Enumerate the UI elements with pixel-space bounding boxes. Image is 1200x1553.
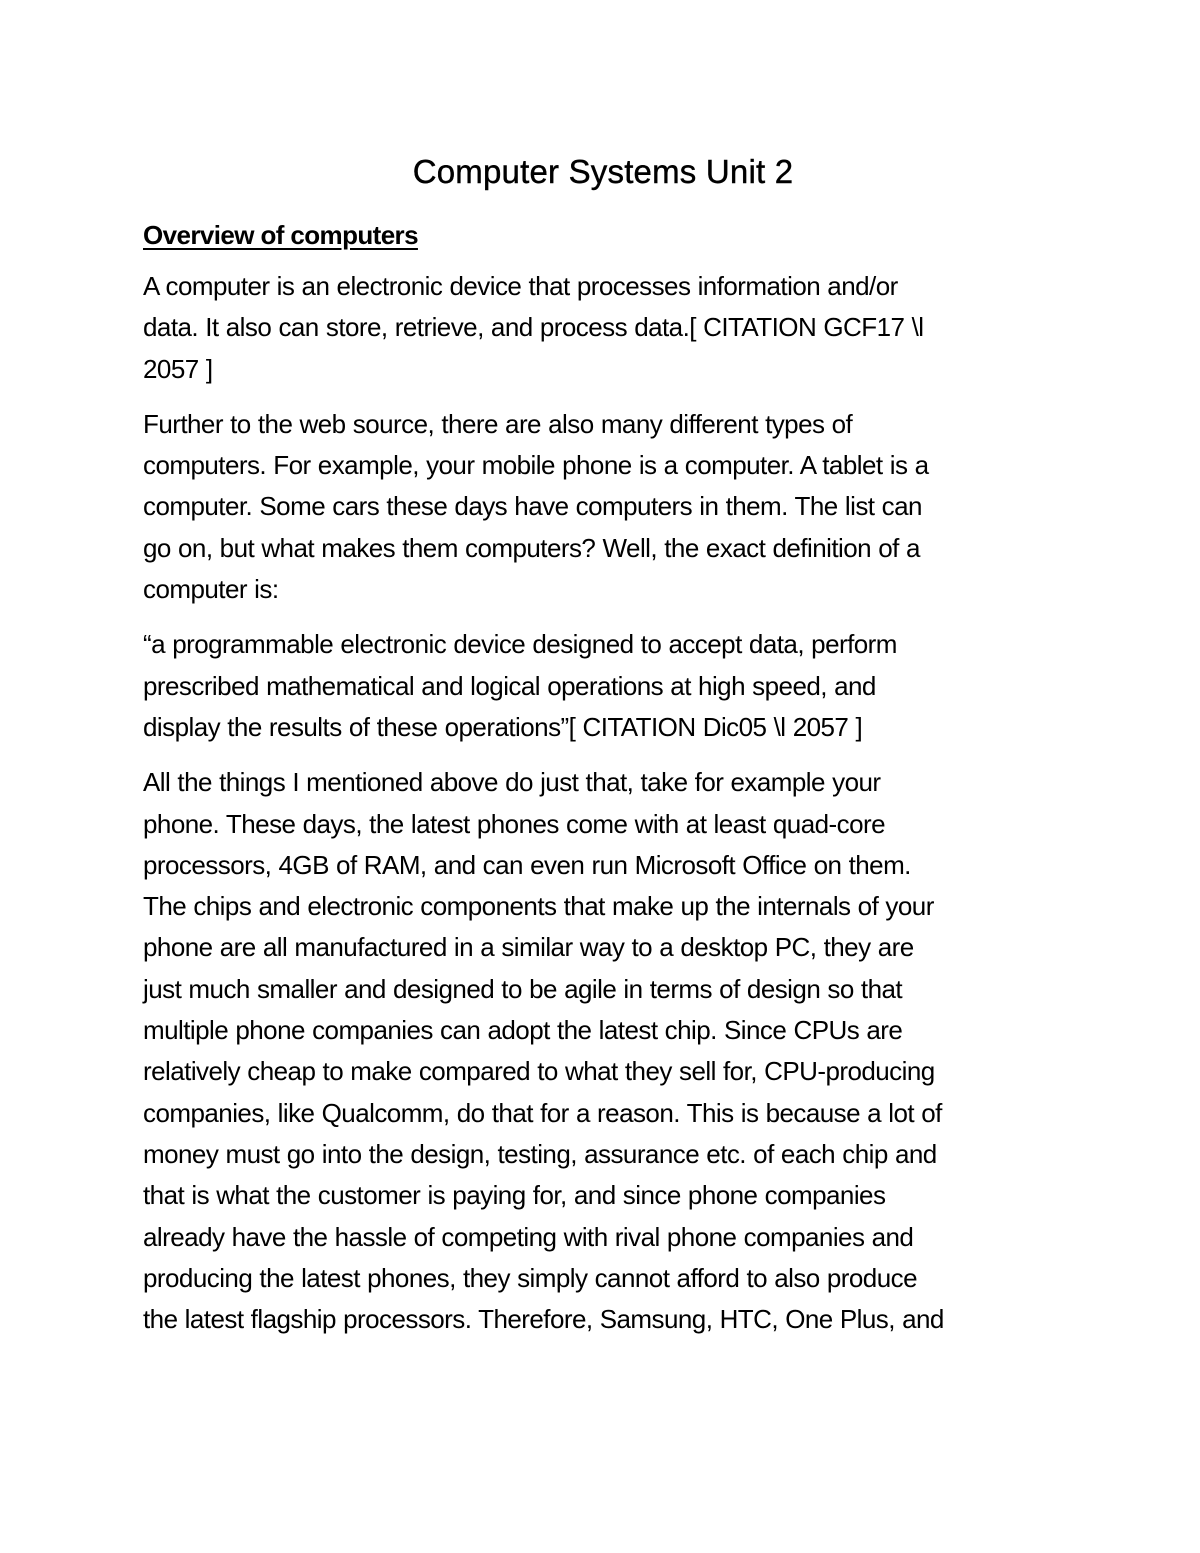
paragraph-line: producing the latest phones, they simply cannot afford to also produce <box>143 1262 917 1293</box>
paragraph-types <box>143 404 1063 610</box>
paragraph-line: prescribed mathematical and logical operations at high speed, and <box>143 670 876 701</box>
paragraph-line: computer. Some cars these days have computers in them. The list can <box>143 491 922 522</box>
paragraph-line: multiple phone companies can adopt the latest chip. Since CPUs are <box>143 1015 903 1046</box>
document-title: Computer Systems Unit 2 <box>412 153 794 190</box>
paragraph-line: The chips and electronic components that make up the internals of your <box>143 891 934 922</box>
document-body <box>143 150 1063 1354</box>
paragraph-line: phone are all manufactured in a similar way to a desktop PC, they are <box>143 932 914 963</box>
paragraph-definition <box>143 266 1063 390</box>
paragraph-line: “a programmable electronic device designed to accept data, perform <box>143 629 897 660</box>
paragraph-line: relatively cheap to make compared to what they sell for, CPU-producing <box>143 1056 935 1087</box>
paragraph-line: processors, 4GB of RAM, and can even run Microsoft Office on them. <box>143 849 911 880</box>
paragraph-line: companies, like Qualcomm, do that for a reason. This is because a lot of <box>143 1097 942 1128</box>
paragraph-line: A computer is an electronic device that processes information and/or <box>143 271 898 301</box>
paragraph-line: go on, but what makes them computers? Well, the exact definition of a <box>143 532 920 563</box>
paragraph-line: that is what the customer is paying for, and since phone companies <box>143 1180 886 1211</box>
paragraph-line: computers. For example, your mobile phone is a computer. A tablet is a <box>143 450 929 481</box>
paragraph-line: 2057 ] <box>143 353 213 384</box>
paragraph-line: already have the hassle of competing with rival phone companies and <box>143 1221 914 1252</box>
paragraph-line: computer is: <box>143 574 279 605</box>
paragraph-phones <box>143 762 1063 1340</box>
paragraph-quote <box>143 624 1063 748</box>
paragraph-line: just much smaller and designed to be agile in terms of design so that <box>143 973 903 1004</box>
paragraph-line: data. It also can store, retrieve, and process data.[ CITATION GCF17 \l <box>143 312 924 343</box>
paragraph-line: display the results of these operations”[ CITATION Dic05 \l 2057 ] <box>143 711 863 742</box>
paragraph-line: phone. These days, the latest phones come with at least quad-core <box>143 808 886 839</box>
paragraph-line: Further to the web source, there are also many different types of <box>143 408 853 439</box>
paragraph-line: money must go into the design, testing, assurance etc. of each chip and <box>143 1138 937 1169</box>
paragraph-line: the latest flagship processors. Therefore, Samsung, HTC, One Plus, and <box>143 1304 944 1335</box>
section-heading: Overview of computers <box>143 220 418 250</box>
paragraph-line: All the things I mentioned above do just that, take for example your <box>143 767 881 798</box>
